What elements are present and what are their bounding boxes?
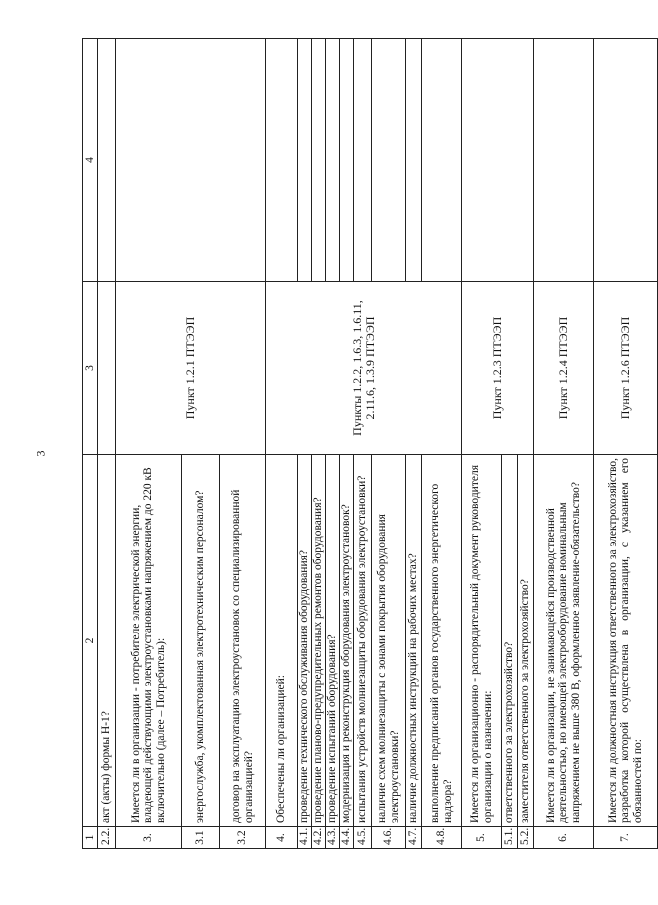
row-text: заместителя ответственного за электрохозяйство? <box>518 455 534 827</box>
row-number: 5. <box>462 827 502 849</box>
table-row <box>534 39 594 849</box>
row-number: 4.5. <box>354 827 372 849</box>
answer-cell <box>298 39 312 282</box>
ref-cell: Пункт 1.2.1 ПТЭЭП <box>116 282 266 455</box>
row-text: Имеется ли должностная инструкция ответственного за электрохозяйство, разработка которой осуществлена в организации, с указанием его обязанностей по: <box>594 455 658 827</box>
row-text: испытания устройств молниезащиты оборудования электроустановки? <box>354 455 372 827</box>
answer-cell <box>406 39 422 282</box>
table-row <box>266 39 298 849</box>
ref-cell: Пункт 1.2.4 ПТЭЭП <box>534 282 594 455</box>
row-text: Имеется ли в организации, не занимающейся производственной деятельностью, но имеющей электрооборудование номинальным напряжением не выше 380 В, оформленное заявление-обязательство? <box>534 455 594 827</box>
row-number: 3.2 <box>220 827 266 849</box>
answer-cell <box>462 39 534 282</box>
row-text: выполнение предписаний органов государственного энергетического надзора? <box>422 455 462 827</box>
ref-cell <box>98 282 116 455</box>
ref-cell: Пункт 1.2.3 ПТЭЭП <box>462 282 534 455</box>
row-number: 4.8. <box>422 827 462 849</box>
answer-cell <box>354 39 372 282</box>
table-row <box>594 39 658 849</box>
row-number: 4.2. <box>312 827 326 849</box>
row-text: договор на эксплуатацию электроустановок со специализированной организацией? <box>220 455 266 827</box>
row-text: акт (акты) формы Н-1? <box>98 455 116 827</box>
header-col-1: 1 <box>83 827 98 849</box>
checklist-table <box>82 38 658 849</box>
row-number: 2.2. <box>98 827 116 849</box>
row-number: 5.1. <box>502 827 518 849</box>
table-row <box>98 39 116 849</box>
row-text: проведение планово-предупредительных ремонтов оборудования? <box>312 455 326 827</box>
row-text: Имеется ли в организации - потребителе электрической энергии, владеющей действующими электроустановками напряжением до 220 кВ включительно (далее – Потребитель): <box>116 455 182 827</box>
answer-cell <box>326 39 340 282</box>
ref-cell: Пункт 1.2.6 ПТЭЭП <box>594 282 658 455</box>
answer-cell <box>266 39 298 282</box>
row-text: проведение технического обслуживания оборудования? <box>298 455 312 827</box>
header-col-3: 3 <box>83 282 98 455</box>
row-number: 4.4. <box>340 827 354 849</box>
header-col-4: 4 <box>83 39 98 282</box>
answer-cell <box>422 39 462 282</box>
row-number: 5.2. <box>518 827 534 849</box>
row-number: 4.3. <box>326 827 340 849</box>
row-text: энергослужба, укомплектованная электротехническим персоналом? <box>182 455 220 827</box>
row-number: 4. <box>266 827 298 849</box>
header-col-2: 2 <box>83 455 98 827</box>
header-row <box>83 39 98 849</box>
row-text: Обеспечены ли организацией: <box>266 455 298 827</box>
table-row <box>462 39 502 849</box>
row-number: 4.1. <box>298 827 312 849</box>
row-text: ответственного за электрохозяйство? <box>502 455 518 827</box>
answer-cell <box>312 39 326 282</box>
answer-cell <box>534 39 594 282</box>
row-number: 3.1 <box>182 827 220 849</box>
row-text: наличие схем молниезащиты с зонами покрытия оборудования электроустановки? <box>372 455 406 827</box>
row-text: проведение испытаний оборудования? <box>326 455 340 827</box>
rotated-page <box>82 38 649 849</box>
row-number: 6. <box>534 827 594 849</box>
answer-cell <box>98 39 116 282</box>
answer-cell <box>372 39 406 282</box>
answer-cell <box>116 39 266 282</box>
row-text: модернизация и реконструкция оборудования электроустановок? <box>340 455 354 827</box>
answer-cell <box>340 39 354 282</box>
row-number: 7. <box>594 827 658 849</box>
row-number: 3. <box>116 827 182 849</box>
table-row <box>116 39 182 849</box>
row-number: 4.7. <box>406 827 422 849</box>
answer-cell <box>594 39 658 282</box>
row-text: Имеется ли организационно - распорядительный документ руководителя организации о назначении: <box>462 455 502 827</box>
ref-cell: Пункты 1.2.2, 1.6.3, 1.6.11, 2.11.6, 1.3.9 ПТЭЭП <box>266 282 462 455</box>
row-number: 4.6. <box>372 827 406 849</box>
row-text: наличие должностных инструкций на рабочих местах? <box>406 455 422 827</box>
